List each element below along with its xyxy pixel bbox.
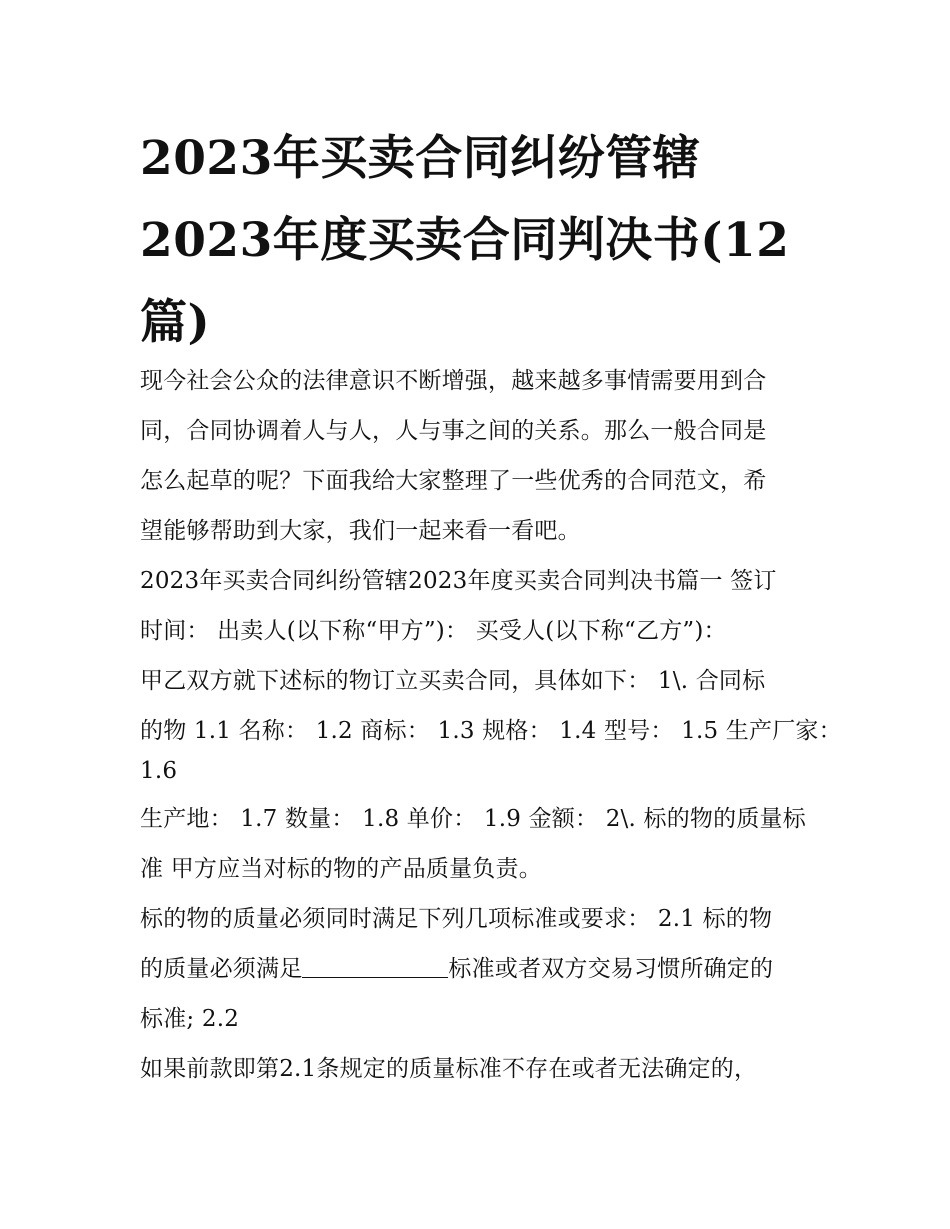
blank-line-suffix: 标准或者双方交易习惯所确定的 <box>448 956 774 982</box>
body-line-11: 准 甲方应当对标的物的产品质量负责。 <box>140 856 542 882</box>
body-line-9: 1.6 <box>140 758 178 784</box>
document-title <box>140 118 820 364</box>
body-line-2: 同，合同协调着人与人，人与事之间的关系。那么一般合同是 <box>140 418 767 444</box>
title-line-2: 2023年度买卖合同判决书(12 <box>140 213 790 268</box>
body-line-8: 的物 1.1 名称： 1.2 商标： 1.3 规格： 1.4 型号： 1.5 生产厂家： <box>140 718 842 744</box>
fill-in-blank <box>302 954 448 978</box>
title-line-1: 2023年买卖合同纠纷管辖 <box>140 131 701 186</box>
body-line-5: 2023年买卖合同纠纷管辖2023年度买卖合同判决书篇一 签订 <box>140 568 777 594</box>
body-line-6: 时间： 出卖人(以下称“甲方”)： 买受人(以下称“乙方”)： <box>140 618 727 644</box>
body-line-10: 生产地： 1.7 数量： 1.8 单价： 1.9 金额： 2\. 标的物的质量标 <box>140 806 806 832</box>
document-body <box>140 356 842 1094</box>
body-line-14: 标准; 2.2 <box>140 1006 240 1032</box>
body-line-12: 标的物的质量必须同时满足下列几项标准或要求： 2.1 标的物 <box>140 906 773 932</box>
body-line-7: 甲乙双方就下述标的物订立买卖合同，具体如下： 1\. 合同标 <box>140 668 766 694</box>
title-line-3: 篇) <box>140 295 211 350</box>
body-line-3: 怎么起草的呢？下面我给大家整理了一些优秀的合同范文，希 <box>140 468 767 494</box>
body-line-4: 望能够帮助到大家，我们一起来看一看吧。 <box>140 518 581 544</box>
body-line-13 <box>140 944 820 994</box>
body-line-15: 如果前款即第2.1条规定的质量标准不存在或者无法确定的， <box>140 1056 758 1082</box>
blank-line-prefix: 的质量必须满足 <box>140 956 303 982</box>
body-line-1: 现今社会公众的法律意识不断增强，越来越多事情需要用到合 <box>140 368 767 394</box>
